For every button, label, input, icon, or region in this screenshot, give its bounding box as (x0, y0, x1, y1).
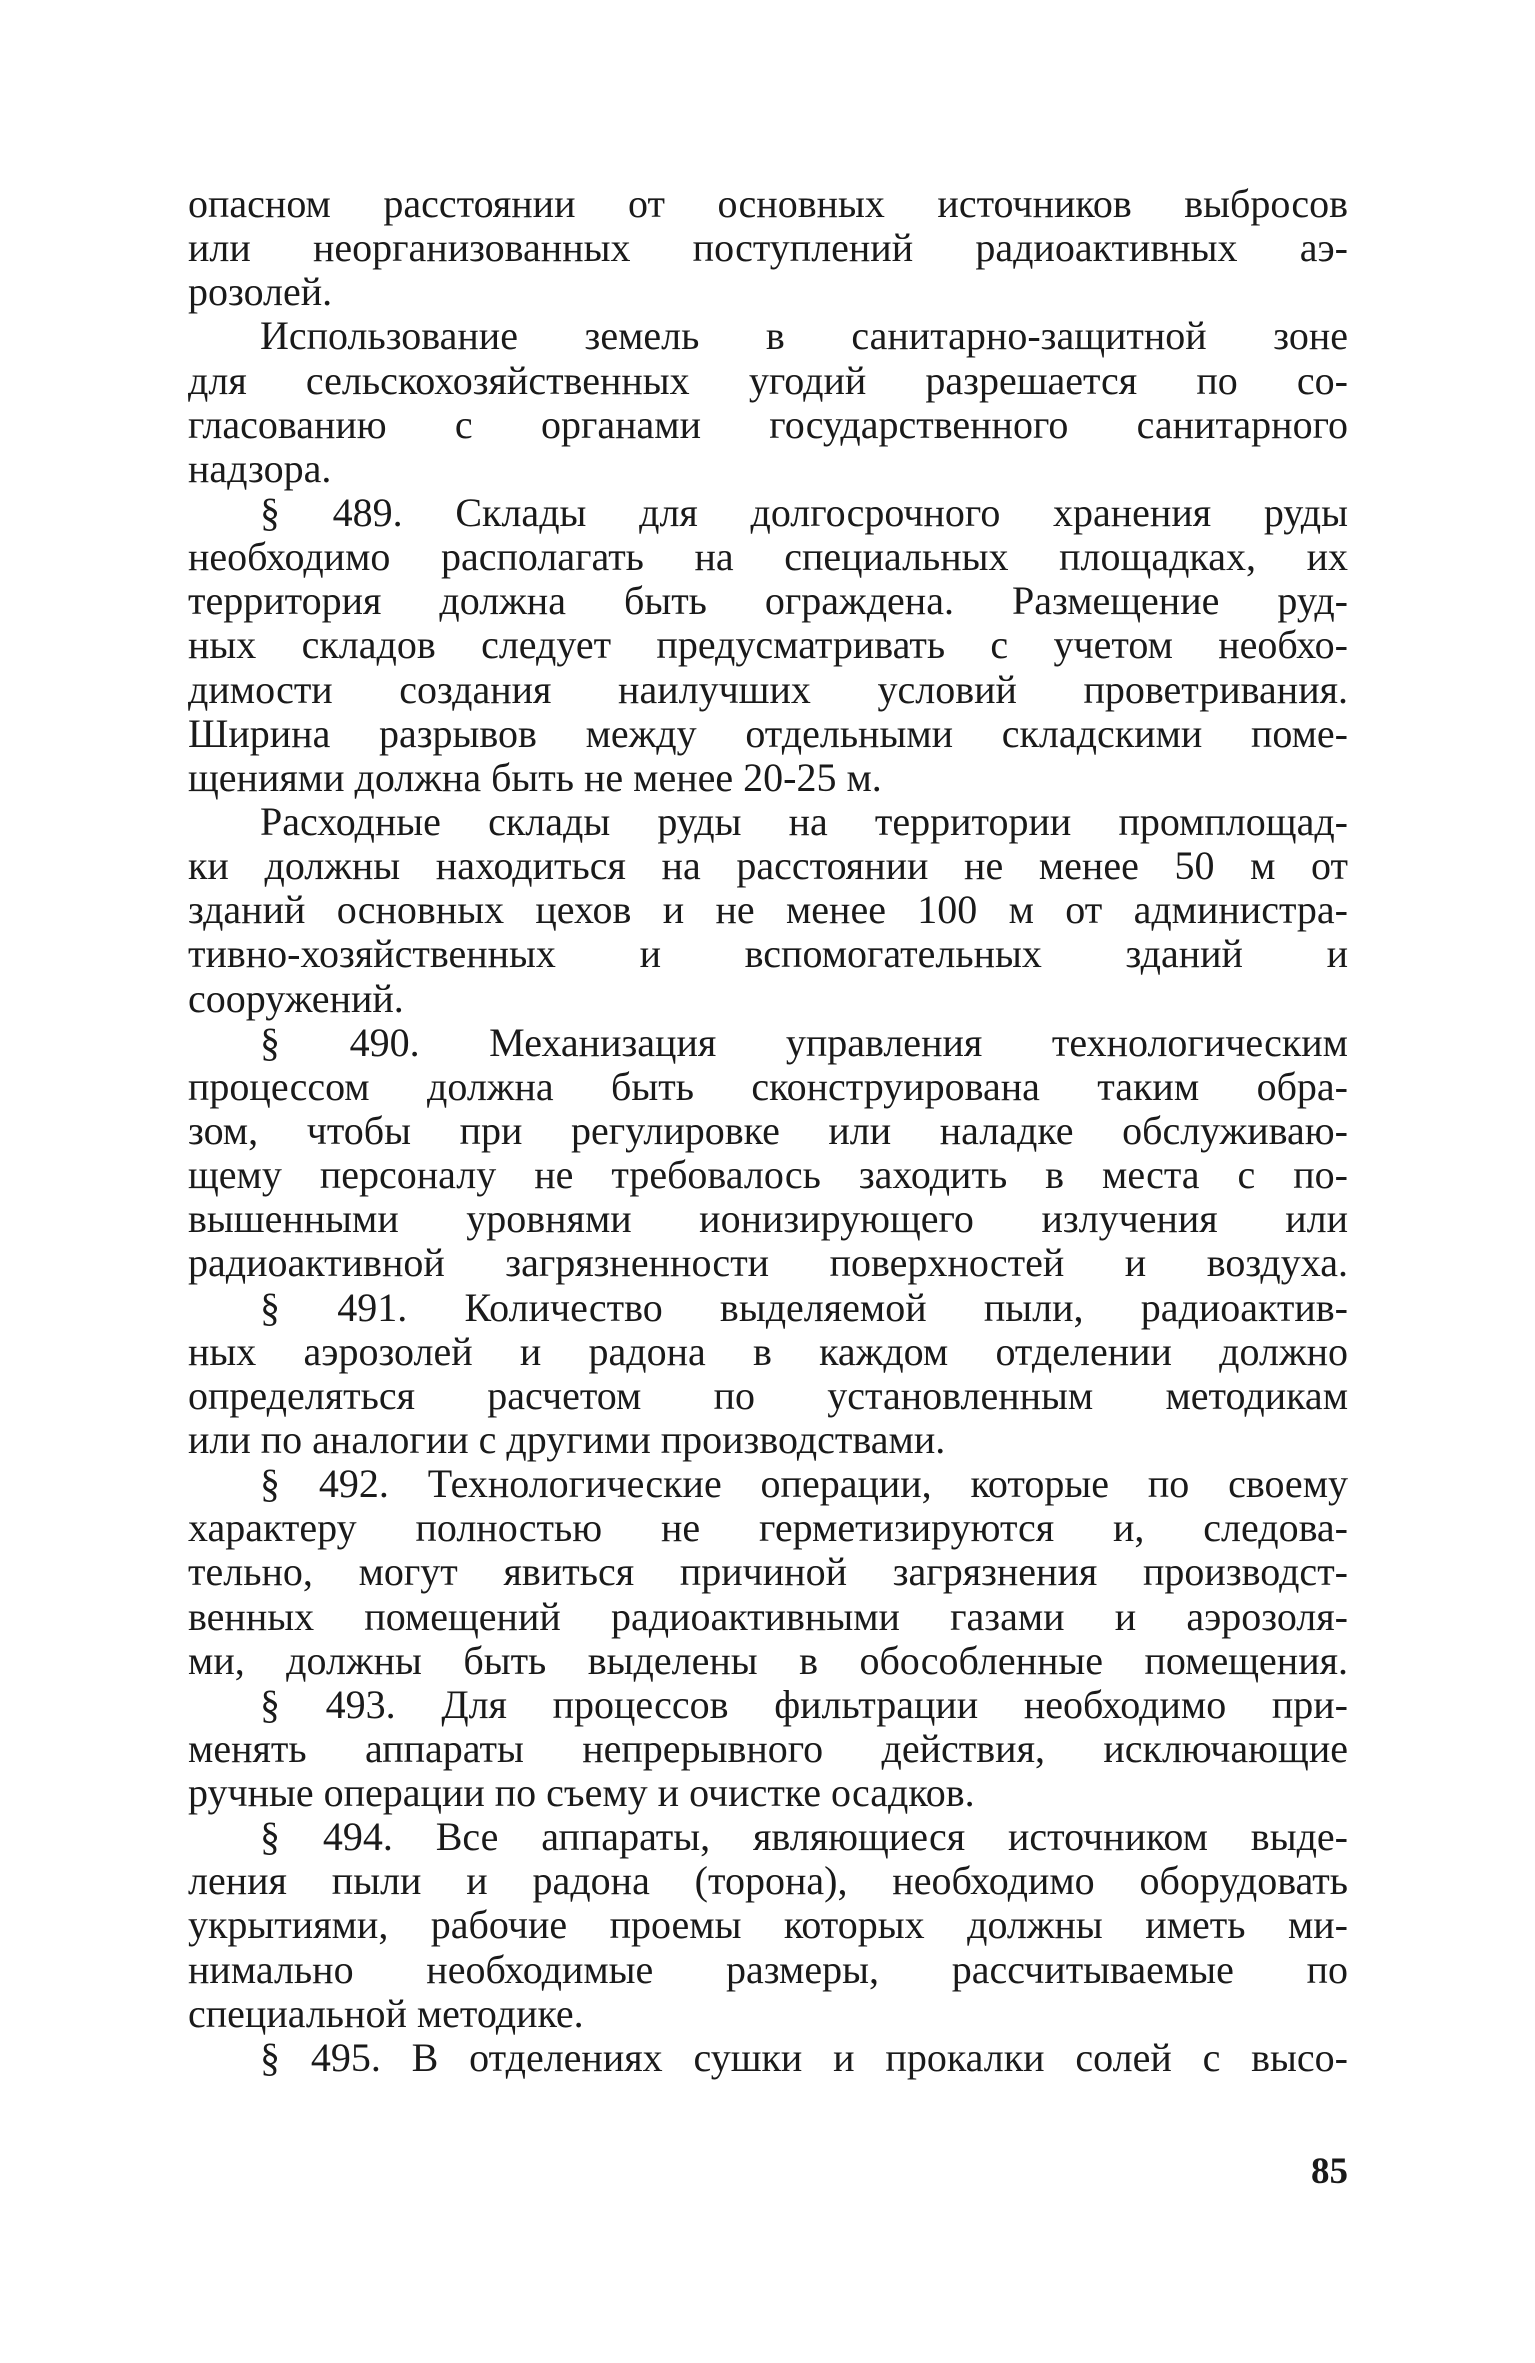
text-line: нимально необходимые размеры, рассчитываемые по (188, 1946, 1348, 1992)
text-line: тельно, могут явиться причиной загрязнения производст- (188, 1549, 1348, 1595)
text-line: Использование земель в санитарно-защитной зоне (260, 313, 1348, 359)
text-line: необходимо располагать на специальных площадках, их (188, 534, 1348, 580)
text-line: процессом должна быть сконструирована таким обра- (188, 1063, 1348, 1109)
page-number: 85 (1311, 2151, 1348, 2192)
text-line: укрытиями, рабочие проемы которых должны иметь ми- (188, 1902, 1348, 1948)
text-line: § 494. Все аппараты, являющиеся источником выде- (260, 1814, 1348, 1860)
text-line: для сельскохозяйственных угодий разрешается по со- (188, 357, 1348, 403)
text-line: § 495. В отделениях сушки и прокалки солей с высо- (260, 2034, 1348, 2080)
text-line: щему персоналу не требовалось заходить в места с по- (188, 1152, 1348, 1198)
text-line: ления пыли и радона (торона), необходимо оборудовать (188, 1858, 1348, 1904)
text-line: вышенными уровнями ионизирующего излучения или (188, 1196, 1348, 1242)
text-line: § 489. Склады для долгосрочного хранения руды (260, 489, 1348, 535)
text-line: венных помещений радиоактивными газами и аэрозоля- (188, 1593, 1348, 1639)
text-line: щениями должна быть не менее 20-25 м. (188, 754, 882, 800)
text-line: радиоактивной загрязненности поверхностей и воздуха. (188, 1240, 1348, 1286)
text-line: § 490. Механизация управления технологическим (260, 1019, 1348, 1065)
text-line: определяться расчетом по установленным методикам (188, 1372, 1348, 1418)
text-line: Ширина разрывов между отдельными складскими поме- (188, 710, 1348, 756)
text-line: зом, чтобы при регулировке или наладке обслуживаю- (188, 1107, 1348, 1153)
text-line: гласованию с органами государственного санитарного (188, 401, 1348, 447)
text-line: территория должна быть ограждена. Размещение руд- (188, 578, 1348, 624)
text-line: характеру полностью не герметизируются и, следова- (188, 1505, 1348, 1551)
text-line: ных аэрозолей и радона в каждом отделении должно (188, 1328, 1348, 1374)
text-line: надзора. (188, 445, 332, 491)
text-line: сооружений. (188, 975, 404, 1021)
text-line: менять аппараты непрерывного действия, исключающие (188, 1725, 1348, 1771)
text-line: зданий основных цехов и не менее 100 м от администра- (188, 887, 1348, 933)
text-line: ки должны находиться на расстоянии не менее 50 м от (188, 843, 1348, 889)
text-line: § 491. Количество выделяемой пыли, радиоактив- (260, 1284, 1348, 1330)
text-line: ручные операции по съему и очистке осадков. (188, 1770, 975, 1816)
text-line: или по аналогии с другими производствами. (188, 1416, 946, 1462)
text-line: ми, должны быть выделены в обособленные помещения. (188, 1637, 1348, 1683)
text-line: ных складов следует предусматривать с учетом необхо- (188, 622, 1348, 668)
text-line: § 493. Для процессов фильтрации необходимо при- (260, 1681, 1348, 1727)
text-line: § 492. Технологические операции, которые по своему (260, 1461, 1348, 1507)
text-line: опасном расстоянии от основных источников выбросов (188, 181, 1348, 226)
text-line: Расходные склады руды на территории промплощад- (260, 798, 1348, 844)
body-text (188, 182, 1348, 2080)
text-line: димости создания наилучших условий проветривания. (188, 666, 1348, 712)
text-line: специальной методике. (188, 1990, 584, 2036)
text-line: тивно-хозяйственных и вспомогательных зданий и (188, 931, 1348, 977)
text-line: или неорганизованных поступлений радиоактивных аэ- (188, 225, 1348, 271)
text-line: розолей. (188, 269, 333, 315)
